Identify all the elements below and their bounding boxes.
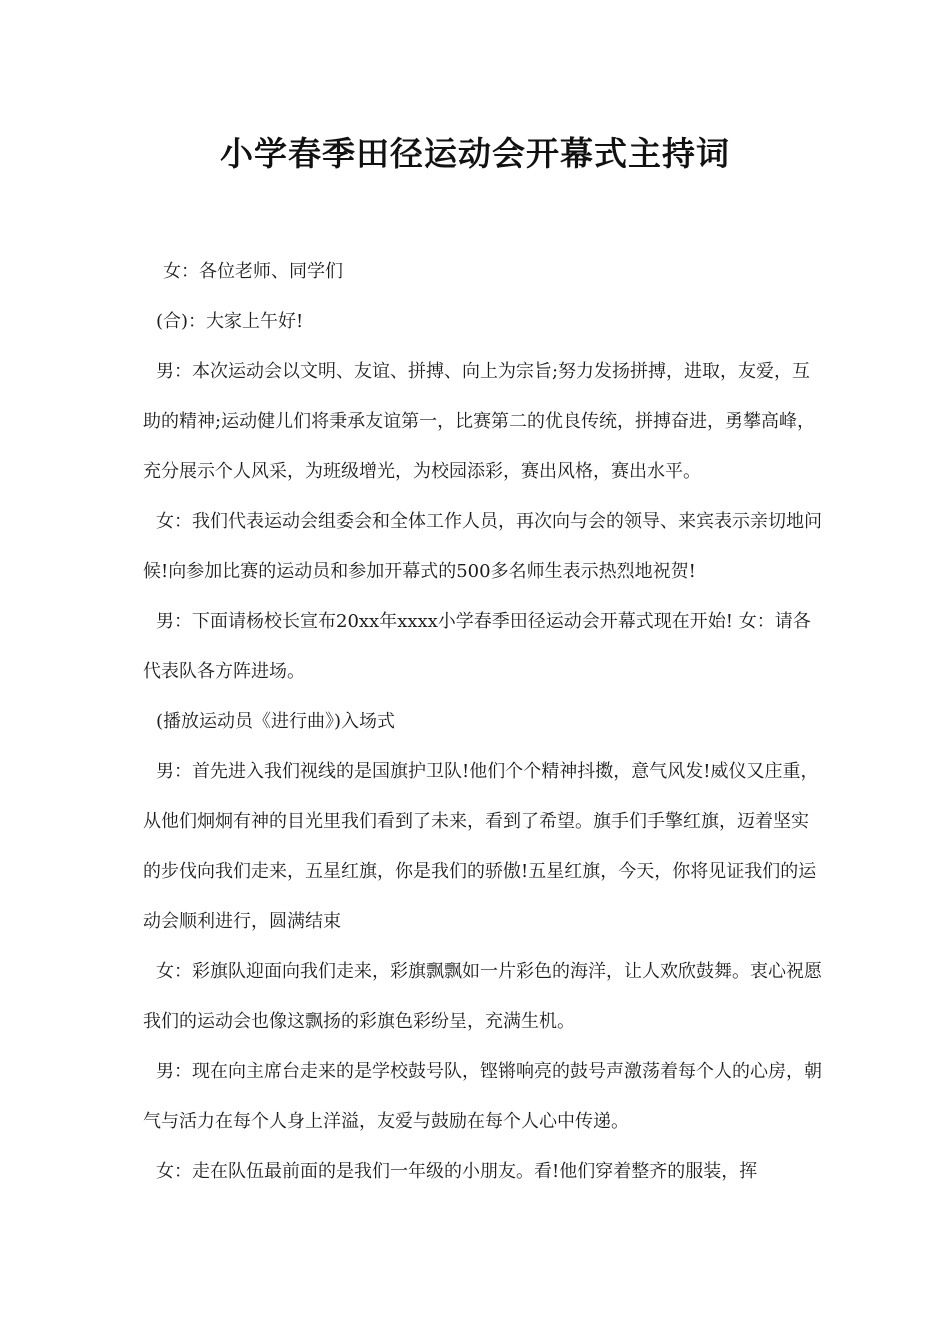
- paragraph: 女：各位老师、同学们: [163, 261, 343, 282]
- paragraph: (合)：大家上午好!: [156, 311, 304, 332]
- document-title: 小学春季田径运动会开幕式主持词: [220, 134, 730, 173]
- paragraph: 女：走在队伍最前面的是我们一年级的小朋友。看!他们穿着整齐的服装，挥: [156, 1161, 758, 1182]
- paragraph: 男：本次运动会以文明、友谊、拼搏、向上为宗旨;努力发扬拼搏，进取，友爱，互助的精神;运动健儿们将秉承友谊第一，比赛第二的优良传统，拼搏奋进，勇攀高峰，充分展示个人风采，为班级增光，为校园添彩，赛出风格，赛出水平。: [143, 361, 816, 482]
- paragraph: 男：下面请杨校长宣布20xx年xxxx小学春季田径运动会开幕式现在开始! 女：请各代表队各方阵进场。: [143, 611, 811, 682]
- paragraph: 女：彩旗队迎面向我们走来，彩旗飘飘如一片彩色的海洋，让人欢欣鼓舞。衷心祝愿我们的运动会也像这飘扬的彩旗色彩纷呈，充满生机。: [143, 961, 822, 1032]
- paragraph: 男：现在向主席台走来的是学校鼓号队，铿锵响亮的鼓号声激荡着每个人的心房，朝气与活力在每个人身上洋溢，友爱与鼓励在每个人心中传递。: [143, 1061, 822, 1132]
- paragraph: (播放运动员《进行曲》)入场式: [156, 711, 396, 732]
- paragraph: 女：我们代表运动会组委会和全体工作人员，再次向与会的领导、来宾表示亲切地问候!向参加比赛的运动员和参加开幕式的500多名师生表示热烈地祝贺!: [143, 511, 822, 582]
- document-body: [143, 247, 823, 1197]
- paragraph: 男：首先进入我们视线的是国旗护卫队!他们个个精神抖擞，意气风发!威仪又庄重，从他们炯炯有神的目光里我们看到了未来，看到了希望。旗手们手擎红旗，迈着坚实的步伐向我们走来，五星红旗，你是我们的骄傲!五星红旗，今天，你将见证我们的运动会顺利进行，圆满结束: [143, 761, 819, 932]
